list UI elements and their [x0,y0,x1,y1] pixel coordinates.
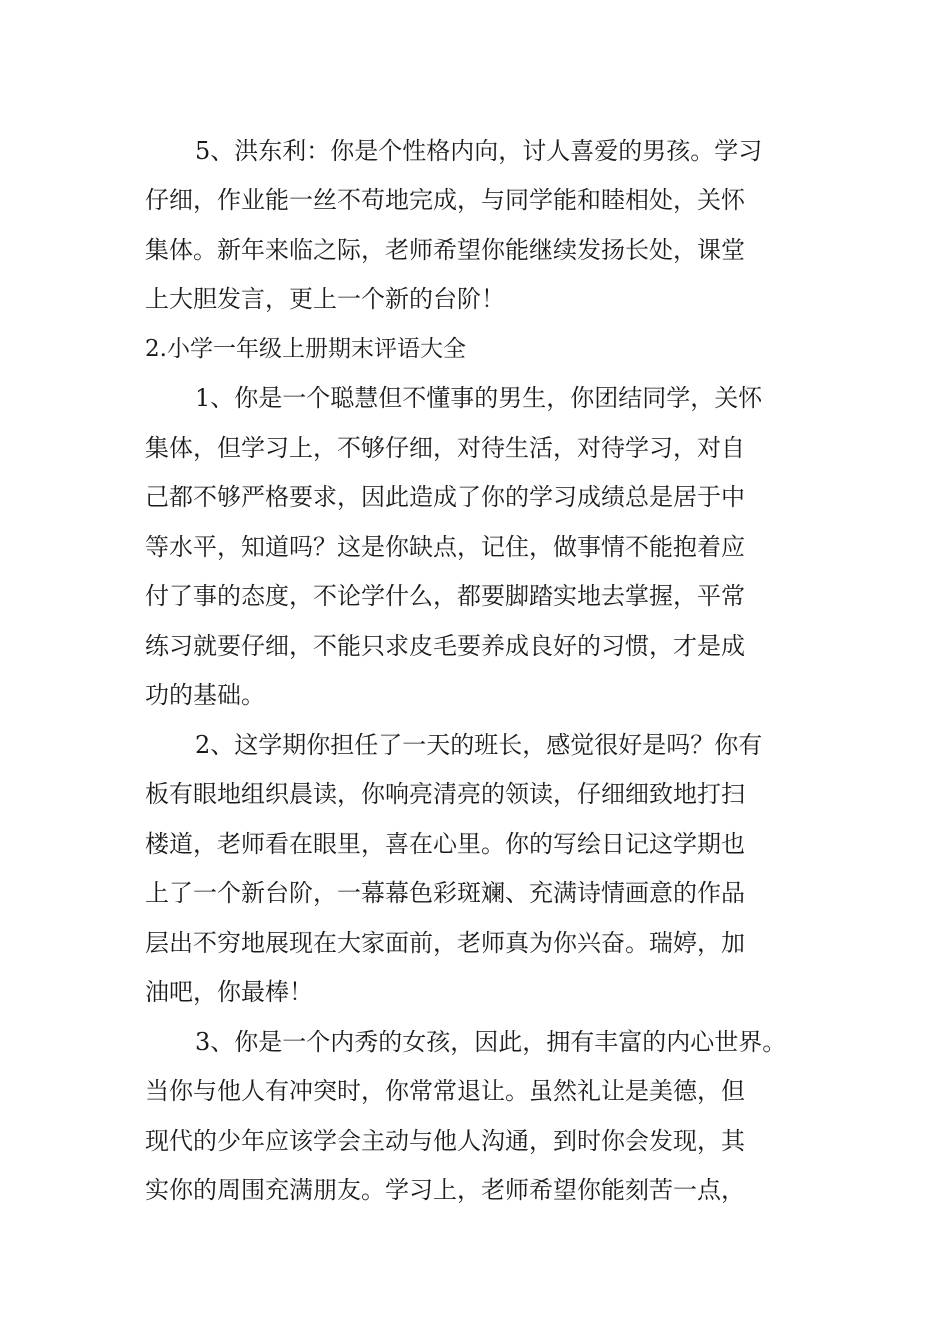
paragraph-line: 付了事的态度，不论学什么，都要脚踏实地去掌握，平常 [145,582,745,610]
paragraph-line: 集体。新年来临之际，老师希望你能继续发扬长处，课堂 [145,236,745,264]
paragraph-line: 油吧，你最棒！ [145,978,313,1006]
paragraph-line: 己都不够严格要求，因此造成了你的学习成绩总是居于中 [145,483,745,511]
paragraph-line: 3、你是一个内秀的女孩，因此，拥有丰富的内心世界。 [195,1028,787,1056]
paragraph-line: 板有眼地组织晨读，你响亮清亮的领读，仔细细致地打扫 [145,780,745,808]
paragraph-line: 现代的少年应该学会主动与他人沟通，到时你会发现，其 [145,1127,745,1155]
section-heading: 2.小学一年级上册期末评语大全 [145,336,466,362]
paragraph-line: 功的基础。 [145,681,265,709]
paragraph-line: 1、你是一个聪慧但不懂事的男生，你团结同学，关怀 [195,384,763,412]
paragraph-line: 实你的周围充满朋友。学习上，老师希望你能刻苦一点， [145,1176,745,1204]
paragraph-line: 5、洪东利：你是个性格内向，讨人喜爱的男孩。学习 [195,137,763,165]
paragraph-line: 仔细，作业能一丝不苟地完成，与同学能和睦相处，关怀 [145,186,745,214]
paragraph-line: 层出不穷地展现在大家面前，老师真为你兴奋。瑞婷，加 [145,929,745,957]
paragraph-line: 上了一个新台阶，一幕幕色彩斑斓、充满诗情画意的作品 [145,879,745,907]
paragraph-line: 楼道，老师看在眼里，喜在心里。你的写绘日记这学期也 [145,830,745,858]
paragraph-line: 当你与他人有冲突时，你常常退让。虽然礼让是美德，但 [145,1077,745,1105]
paragraph-line: 上大胆发言，更上一个新的台阶！ [145,285,505,313]
paragraph-line: 练习就要仔细，不能只求皮毛要养成良好的习惯，才是成 [145,632,745,660]
paragraph-line: 2、这学期你担任了一天的班长，感觉很好是吗？你有 [195,731,763,759]
paragraph-line: 等水平，知道吗？这是你缺点，记住，做事情不能抱着应 [145,533,745,561]
paragraph-line: 集体，但学习上，不够仔细，对待生活，对待学习，对自 [145,434,745,462]
